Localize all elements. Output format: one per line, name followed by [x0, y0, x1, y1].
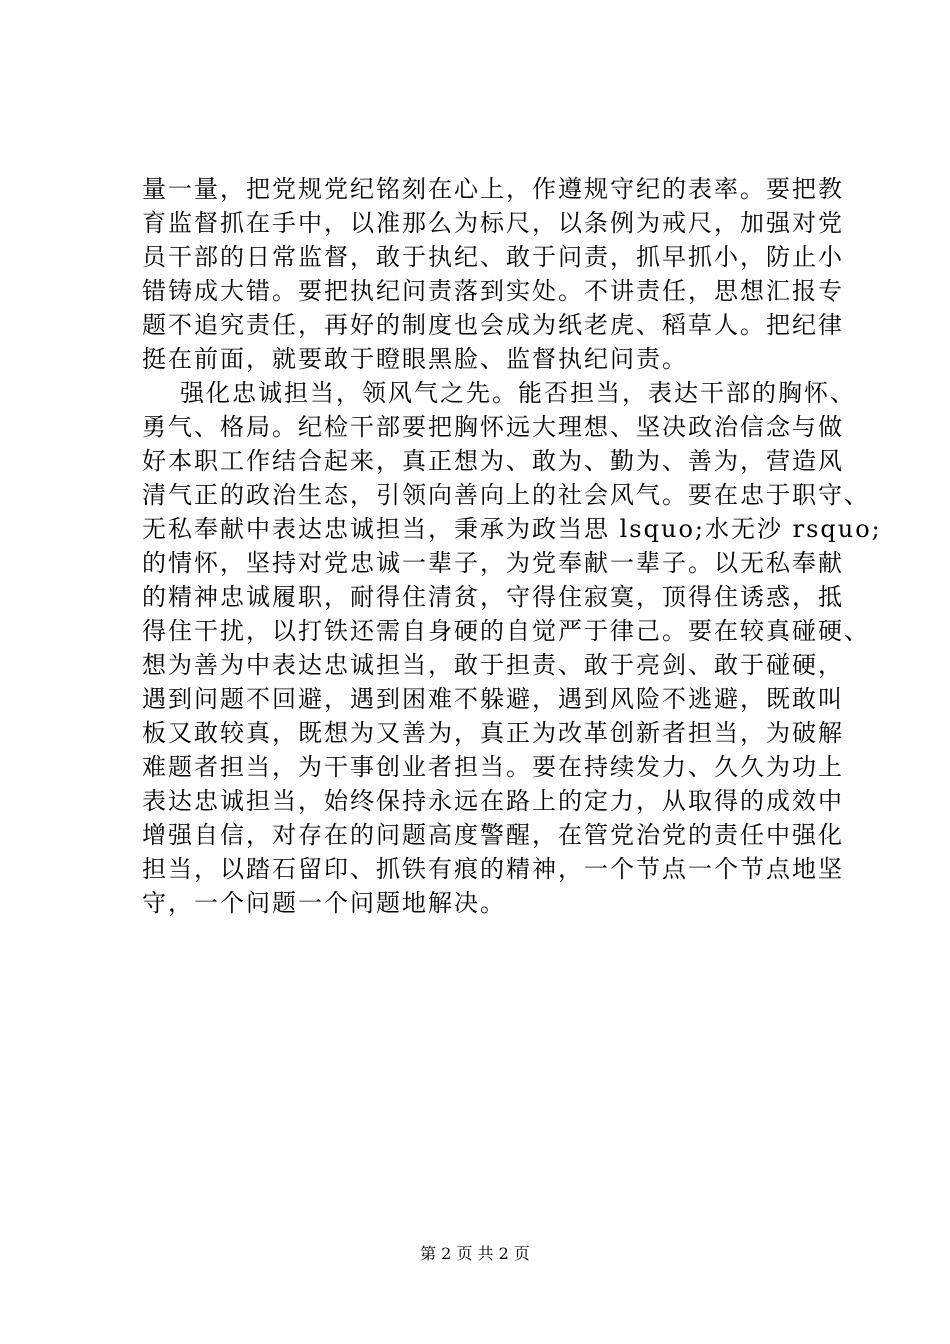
text-line: 板又敢较真，既想为又善为，真正为改革创新者担当，为破解: [142, 719, 844, 747]
text-line: 想为善为中表达忠诚担当，敢于担责、敢于亮剑、敢于碰硬，: [142, 651, 844, 679]
text-line: 题不追究责任，再好的制度也会成为纸老虎、稻草人。把纪律: [142, 311, 844, 339]
text-line: 难题者担当，为干事创业者担当。要在持续发力、久久为功上: [142, 753, 844, 781]
paragraph-start-line: 强化忠诚担当，领风气之先。能否担当，表达干部的胸怀、: [180, 379, 856, 407]
text-line: 担当，以踏石留印、抓铁有痕的精神，一个节点一个节点地坚: [142, 855, 844, 883]
page-footer: [0, 1242, 950, 1266]
text-line: 育监督抓在手中，以准那么为标尺，以条例为戒尺，加强对党: [142, 209, 844, 237]
text-line: 遇到问题不回避，遇到困难不躲避，遇到风险不逃避，既敢叫: [142, 685, 844, 713]
page-number-label: 第 2 页 共 2 页: [420, 1244, 530, 1263]
text-line: 错铸成大错。要把执纪问责落到实处。不讲责任，思想汇报专: [142, 277, 844, 305]
text-line: 勇气、格局。纪检干部要把胸怀远大理想、坚决政治信念与做: [142, 413, 844, 441]
text-line: 的情怀，坚持对党忠诚一辈子，为党奉献一辈子。以无私奉献: [142, 549, 844, 577]
text-line: 表达忠诚担当，始终保持永远在路上的定力，从取得的成效中: [142, 787, 844, 815]
text-line: 员干部的日常监督，敢于执纪、敢于问责，抓早抓小，防止小: [142, 243, 844, 271]
text-line: 量一量，把党规党纪铭刻在心上，作遵规守纪的表率。要把教: [142, 175, 844, 203]
text-line: 挺在前面，就要敢于瞪眼黑脸、监督执纪问责。: [142, 345, 688, 373]
text-line: 清气正的政治生态，引领向善向上的社会风气。要在忠于职守、: [142, 481, 870, 509]
text-line: 得住干扰，以打铁还需自身硬的自觉严于律己。要在较真碰硬、: [142, 617, 870, 645]
document-body: [142, 172, 882, 920]
text-line: 无私奉献中表达忠诚担当，秉承为政当思 lsquo;水无沙 rsquo;: [142, 515, 882, 543]
text-line: 的精神忠诚履职，耐得住清贫，守得住寂寞，顶得住诱惑，抵: [142, 583, 844, 611]
text-line: 好本职工作结合起来，真正想为、敢为、勤为、善为，营造风: [142, 447, 844, 475]
text-line: 增强自信，对存在的问题高度警醒，在管党治党的责任中强化: [142, 821, 844, 849]
text-line: 守，一个问题一个问题地解决。: [142, 889, 506, 917]
